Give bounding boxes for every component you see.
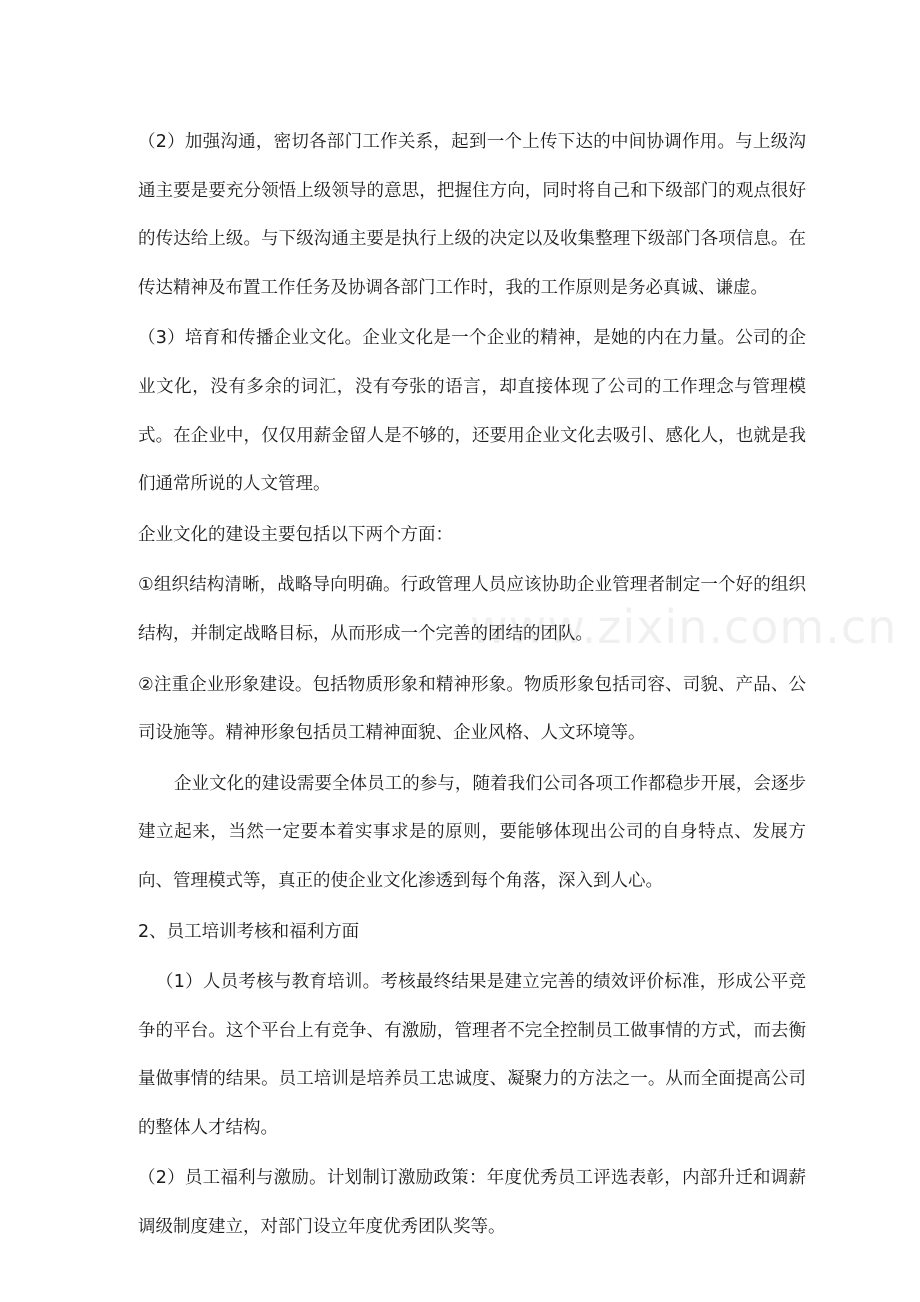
- paragraph-corporate-image: ②注重企业形象建设。包括物质形象和精神形象。物质形象包括司容、司貌、产品、公司设施等。精神形象包括员工精神面貌、企业风格、人文环境等。: [138, 674, 806, 744]
- paragraph-org-structure: ①组织结构清晰，战略导向明确。行政管理人员应该协助企业管理者制定一个好的组织结构，并制定战略目标，从而形成一个完善的团结的团队。: [138, 575, 806, 644]
- document-body: [138, 118, 806, 1254]
- paragraph-welfare-incentive: （2）员工福利与激励。计划制订激励政策：年度优秀员工评选表彰，内部升迁和调薪调级制度建立，对部门设立年度优秀团队奖等。: [138, 1168, 806, 1238]
- paragraph-culture-aspects-intro: 企业文化的建设主要包括以下两个方面：: [138, 524, 453, 545]
- paragraph-corporate-culture: （3）培育和传播企业文化。企业文化是一个企业的精神，是她的内在力量。公司的企业文化，没有多余的词汇，没有夸张的语言，却直接体现了公司的工作理念与管理模式。在企业中，仅仅用薪金留人是不够的，还要用企业文化去吸引、感化人，也就是我们通常所说的人文管理。: [138, 328, 806, 495]
- paragraph-culture-building: 企业文化的建设需要全体员工的参与，随着我们公司各项工作都稳步开展，会逐步建立起来，当然一定要本着实事求是的原则，要能够体现出公司的自身特点、发展方向、管理模式等，真正的使企业文化渗透到每个角落，深入到人心。: [138, 773, 806, 891]
- paragraph-communication: （2）加强沟通，密切各部门工作关系，起到一个上传下达的中间协调作用。与上级沟通主要是要充分领悟上级领导的意思，把握住方向，同时将自己和下级部门的观点很好的传达给上级。与下级沟通主要是执行上级的决定以及收集整理下级部门各项信息。在传达精神及布置工作任务及协调各部门工作时，我的工作原则是务必真诚、谦虚。: [138, 132, 806, 298]
- section-heading-training-welfare: 2、员工培训考核和福利方面: [138, 921, 360, 942]
- paragraph-assessment-training: （1）人员考核与教育培训。考核最终结果是建立完善的绩效评价标准，形成公平竞争的平台。这个平台上有竞争、有激励，管理者不完全控制员工做事情的方式，而去衡量做事情的结果。员工培训是培养员工忠诚度、凝聚力的方法之一。从而全面提高公司的整体人才结构。: [138, 972, 806, 1138]
- watermark: www.zixin.com.cn: [470, 600, 898, 654]
